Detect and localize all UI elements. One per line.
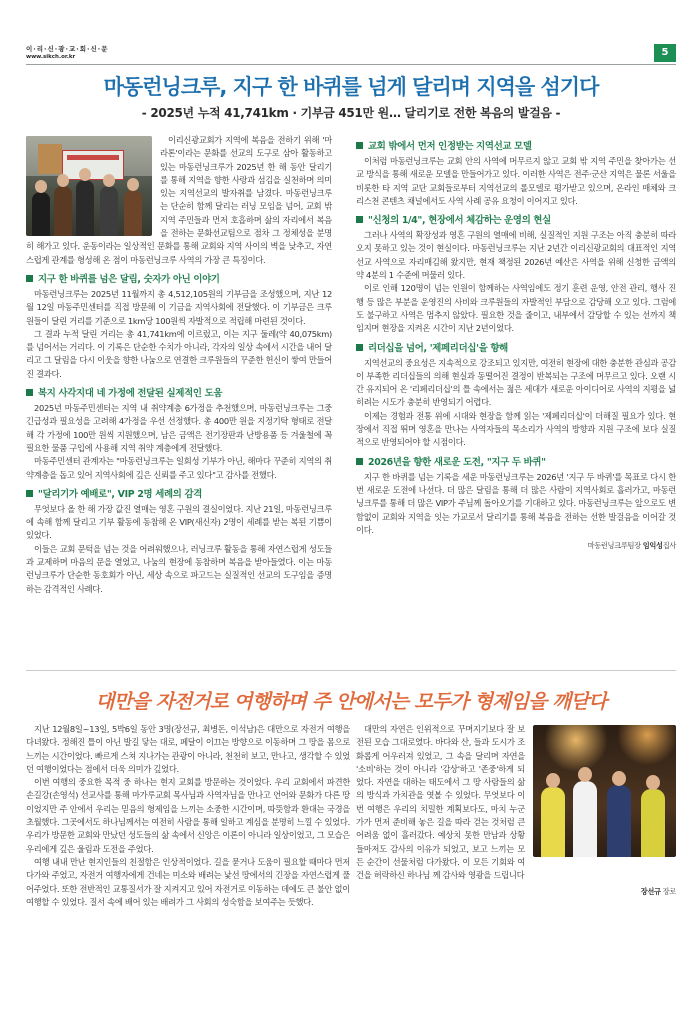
signature-suffix: 장로 — [662, 886, 676, 896]
article1-column-left — [26, 134, 332, 596]
section-heading: 리더십을 넘어, '제페리더십'을 향해 — [356, 341, 676, 356]
section-paragraph: 무엇보다 올 한 해 가장 값진 열매는 영혼 구원의 결실이었다. 지난 21일, 마동런닝크루에 속해 함께 달리고 기부 활동에 동참해 온 VIP(새신자) 2명이 세례를 받는 복된 기쁨이 있었다. — [26, 503, 332, 541]
section-paragraph: 지구 한 바퀴를 넘는 기록을 세운 마동런닝크루는 2026년 '지구 두 바퀴'를 목표로 다시 한번 새로운 도전에 나선다. 더 많은 달림을 통해 더 많은 사람이 지역사회로 흘러가고, 마동런닝크루를 통해 더 많은 VIP가 주님께 돌아오기를 기대하고 있다. 마동런닝크루는 앞으로도 변함없이 교회와 지역을 잇는 가교로서 달리기를 통해 복음을 전하는 선한 발걸음을 이어갈 것이다. — [356, 471, 676, 535]
section-paragraph: 지역선교의 중요성은 지속적으로 강조되고 있지만, 여전히 현장에 대한 충분한 관심과 공감이 부족한 리더십들의 의해 현실과 동떨어진 결정이 반복되는 구조에 머무르고 있다. 오랜 시간 유지되어 온 '리페리더십'의 틀 속에서는 젊은 세대가 새로운 아이디어로 사역의 지평을 넓히려는 시도가 충분히 반영되기 어렵다. — [356, 357, 676, 408]
section-heading: 2026년을 향한 새로운 도전, "지구 두 바퀴" — [356, 455, 676, 470]
bullet-square-icon — [356, 344, 363, 351]
cyclists-photo-icon — [533, 725, 676, 857]
signature-name: 임익성 — [642, 541, 663, 551]
article1-headline: 마동런닝크루, 지구 한 바퀴를 넘게 달리며 지역을 섬기다 — [103, 75, 599, 99]
section-paragraph: 이들은 교회 문턱을 넘는 것을 어려워했으나, 러닝크루 활동을 통해 자연스럽게 성도들과 교제하며 마음의 문을 열었고, 나눔의 현장에 동참하며 복음을 받아들였다. 이는 마동런닝크루가 단순한 동호회가 아닌, 세상 속으로 파고드는 실질적인 선교의 도구임을 증명하는 감격적인 사례다. — [26, 543, 332, 594]
article2-paragraph: 여행 내내 만난 현지인들의 친절함은 인상적이었다. 길을 묻거나 도움이 필요할 때마다 먼저 다가와 주었고, 자전거 여행자에게 건네는 미소와 배려는 낯선 땅에서의 긴장을 자연스럽게 풀어주었다. 또한 전반적인 교통질서가 잘 지켜지고 있어 자전거로 이동하는 데에도 큰 불안 없이 여행할 수 있었다. 질서 속에 배어 있는 배려가 그 사회의 성숙함을 보여주는 듯했다. — [26, 856, 350, 907]
bullet-square-icon — [356, 142, 363, 149]
page-number-badge: 5 — [654, 44, 676, 62]
signature-role: 마동런닝크루팀장 — [587, 541, 641, 551]
group-photo-icon — [26, 136, 152, 236]
section-heading: 교회 밖에서 먼저 인정받는 지역선교 모델 — [356, 139, 676, 154]
article1-intro: 이리신광교회가 지역에 복음을 전하기 위해 '마라톤'이라는 문화를 선교의 도구로 삼아 활동하고 있는 마동런닝크루가 2025년 한 해 동안 달리기를 통해 지역을 향한 사랑과 섬김을 실천하며 의미 있는 지역선교의 발자취를 남겼다. 마동런닝크루는 단순히 함께 달리는 러닝 모임을 넘어, 교회 밖 지역 주민들과 먼저 호흡하며 삶의 자리에서 복음을 전하는 문화선교팀으로 점차 그 정체성을 분명히 해가고 있다. 운동이라는 일상적인 문화를 통해 교회와 지역 사이의 벽을 낮추고, 자연스럽게 관계를 형성해 온 점이 마동런닝크루 사역의 가장 큰 특징이다. — [26, 135, 332, 265]
article2-headline: 대만을 자전거로 여행하며 주 안에서는 모두가 형제임을 깨닫다 — [95, 690, 607, 713]
masthead — [26, 44, 676, 66]
article-divider — [26, 670, 676, 671]
section-heading: 지구 한 바퀴를 넘은 달림, 숫자가 아닌 이야기 — [26, 272, 332, 287]
article1-signature — [356, 539, 676, 552]
bullet-square-icon — [356, 216, 363, 223]
article2-paragraph: 이번 여행의 중요한 목적 중 하나는 현지 교회를 방문하는 것이었다. 우리 교회에서 파견한 손길강(손영석) 선교사를 통해 마가루교회 목사님과 사역자님을 만나고 언어와 문화가 다른 땅이었지만 주 안에서 우리는 믿음의 형제임을 느끼는 소중한 시간이며, 따뜻함과 환대는 국경을 초월했다. 그곳에서도 하나님께서는 여전히 사람을 통해 일하고 계심을 분명히 느낄 수 있었다. 우리가 방문한 교회와 만났던 성도들의 삶 속에서 신앙은 이론이 아니라 일상이었고, 그 모습은 우리에게 깊은 울림과 도전을 주었다. — [26, 777, 350, 854]
publication-url[interactable]: www.sikch.or.kr — [26, 54, 76, 60]
article1-column-right — [356, 134, 676, 552]
bullet-square-icon — [26, 490, 33, 497]
section-paragraph: 그러나 사역의 확장성과 영혼 구원의 열매에 비해, 실질적인 지원 구조는 아직 충분히 따라오지 못하고 있는 것이 현실이다. 마동런닝크루는 지난 2년간 이리신광교회의 대표적인 지역선교 사역으로 자리매김해 왔지만, 현재 책정된 2026년 예산은 사역을 위해 신청한 금액의 약 4분의 1 수준에 머물러 있다. — [356, 230, 676, 281]
section-paragraph: 이처럼 마동런닝크루는 교회 안의 사역에 머무르지 않고 교회 밖 지역 주민을 찾아가는 선교 방식을 통해 새로운 모델을 만들어가고 있다. 이러한 사역은 전주·군산 지역은 물론 서울을 비롯한 타 지역 교단 교회들로부터 지역선교의 롤모델로 평가받고 있으며, 온라인 매체와 크리스천 콘텐츠 채널에서도 사역 사례 공유 요청이 이어지고 있다. — [356, 156, 676, 206]
article2-signature — [356, 885, 676, 898]
section-paragraph: 그 결과 누적 달린 거리는 총 41,741km에 이르렀고, 이는 지구 둘레(약 40,075km)를 넘어서는 거리다. 이 기록은 단순한 수치가 아니라, 각자의 일상 속에서 시간을 내어 달리고 그 달림을 다시 이웃을 향한 나눔으로 연결한 크루원들의 꾸준한 헌신이 쌓여 만들어진 결과다. — [26, 328, 332, 379]
section-heading: "신청의 1/4", 현장에서 체감하는 운영의 현실 — [356, 213, 676, 228]
section-paragraph: 2025년 마동주민센터는 지역 내 취약계층 6가정을 추천했으며, 마동런닝크루는 그중 긴급성과 필요성을 고려해 4가정을 우선 선정했다. 총 400만 원을 지정기탁 형태로 전달해 각 가정에 100만 원씩 지원했으며, 남은 금액은 전기장판과 난방용품 등 겨울철에 꼭 필요한 물품 구입에 사용해 지역 취약 계층에게 전달했다. — [26, 403, 332, 453]
article1-subhead: - 2025년 누적 41,741km · 기부금 451만 원… 달리기로 전한 복음의 발걸음 - — [141, 106, 561, 120]
bullet-square-icon — [26, 275, 33, 282]
publication-name: 이·리·신·광·교·회·신·문 — [26, 45, 109, 53]
section-paragraph: 마동런닝크루는 2025년 11월까지 총 4,512,105원의 기부금을 조성했으며, 지난 12월 12일 마동주민센터를 직접 방문해 이 기금을 지역사회에 전달했다. 이 기부금은 크루원들이 달린 거리를 기준으로 1km당 100원씩 자발적으로 적립해 마련된 것이다. — [26, 288, 332, 326]
article2-column-left — [26, 723, 350, 909]
article2-paragraph: 지난 12월8일~13일, 5박6일 동안 3명(장선규, 최병돈, 이석남)은 대만으로 자전거 여행을 다녀왔다. 정해진 틀이 아닌 발길 닿는 대로, 페달이 이끄는 방향으로 이동하며 그 땅을 몸으로 느끼는 시간이었다. 빠르게 스쳐 지나가는 관광이 아니라, 천천히 보고, 만나고, 생각할 수 있었던 여행이었다는 점에서 더욱 의미가 깊었다. — [26, 724, 350, 774]
article2-paragraph: 대만의 자연은 인위적으로 꾸며지기보다 잘 보전된 모습 그대로였다. 바다와 산, 들과 도시가 조화롭게 어우러져 있었고, 그 속을 달리며 자연을 '소비'하는 것이 아니라 '감상'하고 '존중'하게 되었다. 자연을 대하는 태도에서 그 땅 사람들의 삶의 방식과 가치관을 엿볼 수 있었다. 무엇보다 이번 여행은 우리의 치밀한 계획보다도, 마치 누군가가 먼저 준비해 놓은 길을 따라 걷는 것처럼 큰 어려움 없이 흘러갔다. 예상치 못한 만남과 상황들마저도 감사의 이유가 되었고, 보고 느끼는 모든 순간이 선물처럼 다가왔다. 이 모든 기회와 여건을 허락하신 하나님 께 감사와 영광을 드립니다 — [356, 724, 525, 881]
signature-suffix: 집사 — [662, 541, 676, 551]
bullet-square-icon — [356, 458, 363, 465]
section-paragraph: 마동주민센터 관계자는 "마동런닝크루는 일회성 기부가 아닌, 해마다 꾸준히 지역의 취약계층을 돕고 있어 지역사회에 깊은 신뢰를 주고 있다"고 감사를 전했다. — [26, 456, 332, 480]
article2-column-right — [356, 723, 676, 898]
section-paragraph: 이로 인해 120명이 넘는 인원이 함께하는 사역임에도 정기 훈련 운영, 안전 관리, 행사 진행 등 많은 부분을 운영진의 사비와 크루원들의 자발적인 부담으로 감당해 오고 있다. 그럼에도 불구하고 사역은 멈추지 않았다. 필요한 것을 줄이고, 내부에서 감당할 수 있는 선까지 책임지며 현장을 지켜온 시간이 지난 2년이었다. — [356, 283, 676, 334]
section-heading: 복지 사각지대 네 가정에 전달된 실제적인 도움 — [26, 386, 332, 401]
section-heading: "달리기가 예배로", VIP 2명 세례의 감격 — [26, 487, 332, 502]
top-rule — [26, 64, 676, 65]
section-paragraph: 이제는 경험과 전통 위에 시대와 현장을 함께 읽는 '제페리더십'이 더해질 필요가 있다. 현장에서 직접 뛰며 영혼을 만나는 사역자들의 목소리가 사역의 방향과 지원 구조에 보다 실질적으로 반영되어야 할 시점이다. — [356, 410, 676, 448]
bullet-square-icon — [26, 389, 33, 396]
signature-name: 장선규 — [640, 886, 661, 896]
